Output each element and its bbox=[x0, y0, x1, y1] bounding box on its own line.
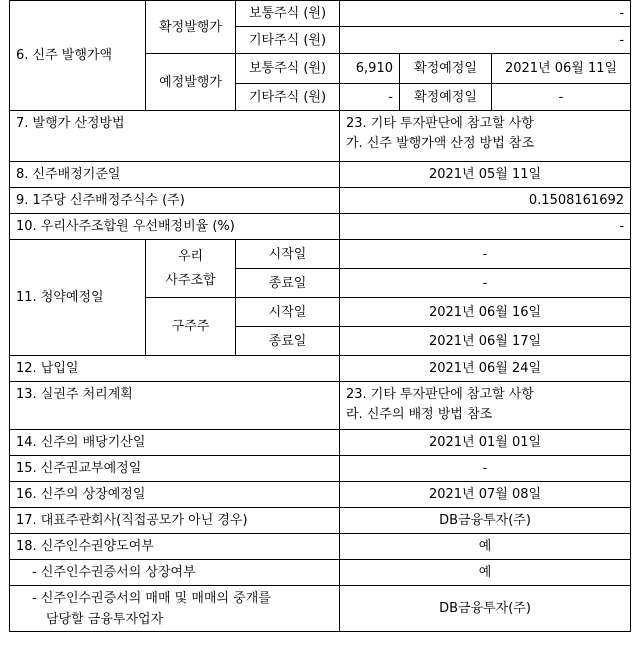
row13-label: 13. 실권주 처리계획 bbox=[10, 382, 340, 430]
confirm-date-value: - bbox=[492, 84, 631, 111]
start-date-label: 시작일 bbox=[236, 240, 340, 269]
row7-value bbox=[340, 111, 631, 162]
expected-price-label: 예정발행가 bbox=[146, 54, 236, 111]
table-row bbox=[10, 586, 631, 632]
confirm-date-value: 2021년 06월 11일 bbox=[492, 54, 631, 84]
confirmed-other-value: - bbox=[340, 27, 631, 54]
common-stock-label: 보통주식 (원) bbox=[236, 1, 340, 27]
row8-label: 8. 신주배정기준일 bbox=[10, 162, 340, 188]
row17-value: DB금융투자(주) bbox=[340, 508, 631, 534]
row15-label: 15. 신주권교부예정일 bbox=[10, 456, 340, 482]
g2-end-value: 2021년 06월 17일 bbox=[340, 327, 631, 356]
row13-value-line2: 라. 신주의 배정 방법 참조 bbox=[346, 407, 493, 422]
table-row bbox=[10, 214, 631, 240]
table-row bbox=[10, 482, 631, 508]
table-row bbox=[10, 560, 631, 586]
row16-value: 2021년 07월 08일 bbox=[340, 482, 631, 508]
start-date-label: 시작일 bbox=[236, 298, 340, 327]
row7-value-line2: 가. 신주 발행가액 산정 방법 참조 bbox=[346, 136, 535, 151]
other-stock-label: 기타주식 (원) bbox=[236, 84, 340, 111]
expected-other-value: - bbox=[340, 84, 400, 111]
table-row bbox=[10, 356, 631, 382]
row12-value: 2021년 06월 24일 bbox=[340, 356, 631, 382]
employee-union-line2: 사주조합 bbox=[165, 272, 216, 288]
row10-value: - bbox=[340, 214, 631, 240]
table-row bbox=[10, 456, 631, 482]
table-row bbox=[10, 534, 631, 560]
row10-label: 10. 우리사주조합원 우선배정비율 (%) bbox=[10, 214, 340, 240]
table-row bbox=[10, 111, 631, 162]
table-row bbox=[10, 240, 631, 269]
table-row bbox=[10, 1, 631, 27]
row16-label: 16. 신주의 상장예정일 bbox=[10, 482, 340, 508]
g2-start-value: 2021년 06월 16일 bbox=[340, 298, 631, 327]
issuance-table bbox=[9, 0, 631, 632]
end-date-label: 종료일 bbox=[236, 269, 340, 298]
row18b-label bbox=[10, 586, 340, 632]
table-row bbox=[10, 508, 631, 534]
confirm-date-label: 확정예정일 bbox=[400, 84, 492, 111]
row7-label: 7. 발행가 산정방법 bbox=[10, 111, 340, 162]
row8-value: 2021년 05월 11일 bbox=[340, 162, 631, 188]
employee-union-label bbox=[146, 240, 236, 298]
row12-label: 12. 납입일 bbox=[10, 356, 340, 382]
row9-label: 9. 1주당 신주배정주식수 (주) bbox=[10, 188, 340, 214]
other-stock-label: 기타주식 (원) bbox=[236, 27, 340, 54]
row18a-label: - 신주인수권증서의 상장여부 bbox=[10, 560, 340, 586]
row14-value: 2021년 01월 01일 bbox=[340, 430, 631, 456]
row18b-label-line2: 담당할 금융투자업자 bbox=[46, 611, 164, 627]
row11-label: 11. 청약예정일 bbox=[10, 240, 146, 356]
table-row bbox=[10, 382, 631, 430]
g1-end-value: - bbox=[340, 269, 631, 298]
row7-value-line1: 23. 기타 투자판단에 참고할 사항 bbox=[346, 116, 534, 131]
employee-union-line1: 우리 bbox=[177, 248, 204, 264]
row18b-label-line1: - 신주인수권증서의 매매 및 매매의 중개를 bbox=[32, 590, 271, 606]
row13-value-line1: 23. 기타 투자판단에 참고할 사항 bbox=[346, 387, 534, 402]
confirmed-price-label: 확정발행가 bbox=[146, 1, 236, 54]
table-row bbox=[10, 162, 631, 188]
row18-label: 18. 신주인수권양도여부 bbox=[10, 534, 340, 560]
row9-value: 0.1508161692 bbox=[340, 188, 631, 214]
table-row bbox=[10, 188, 631, 214]
table-row bbox=[10, 430, 631, 456]
row18b-value: DB금융투자(주) bbox=[340, 586, 631, 632]
row13-value bbox=[340, 382, 631, 430]
common-stock-label: 보통주식 (원) bbox=[236, 54, 340, 84]
row18-value: 예 bbox=[340, 534, 631, 560]
row17-label: 17. 대표주관회사(직접공모가 아닌 경우) bbox=[10, 508, 340, 534]
g1-start-value: - bbox=[340, 240, 631, 269]
expected-common-value: 6,910 bbox=[340, 54, 400, 84]
existing-shareholders-label: 구주주 bbox=[146, 298, 236, 356]
confirm-date-label: 확정예정일 bbox=[400, 54, 492, 84]
confirmed-common-value: - bbox=[340, 1, 631, 27]
row6-label: 6. 신주 발행가액 bbox=[10, 1, 146, 111]
row14-label: 14. 신주의 배당기산일 bbox=[10, 430, 340, 456]
row18a-value: 예 bbox=[340, 560, 631, 586]
end-date-label: 종료일 bbox=[236, 327, 340, 356]
row15-value: - bbox=[340, 456, 631, 482]
